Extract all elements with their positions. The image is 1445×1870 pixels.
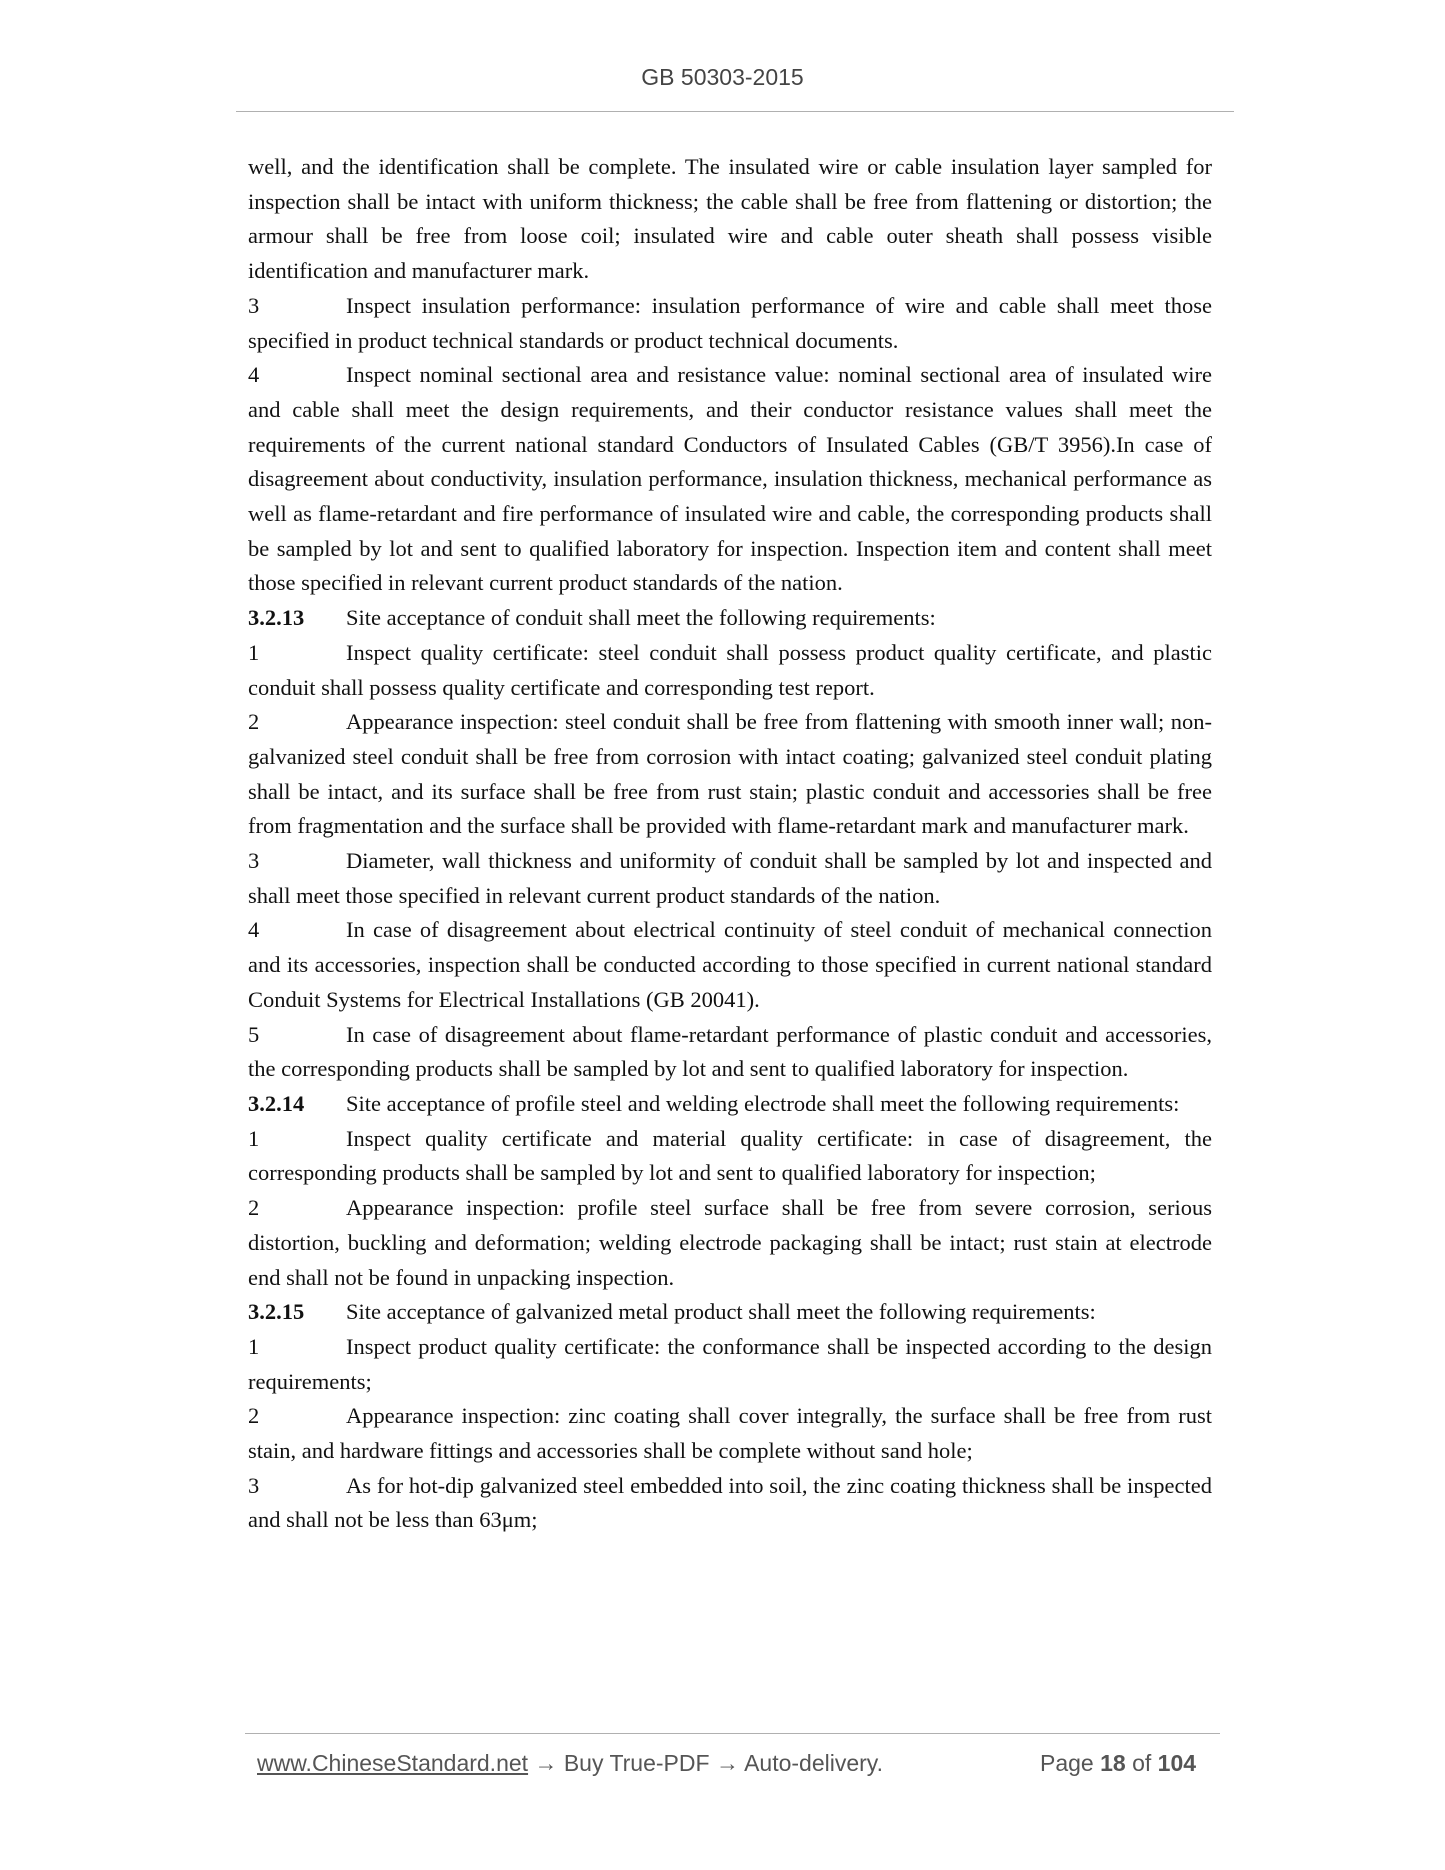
paragraph-text: Appearance inspection: profile steel surface shall be free from severe corrosion, serious distortion, buckling and deformation; welding electrode packaging shall be intact; rust stain at electrode end shall not be found in unpacking inspection. <box>248 1195 1212 1290</box>
item-number: 2 <box>248 709 260 735</box>
item-number: 3 <box>248 292 260 318</box>
website-link[interactable]: www.ChineseStandard.net <box>257 1750 529 1776</box>
page-total: 104 <box>1157 1750 1197 1776</box>
section-heading <box>248 1087 1212 1122</box>
section-number: 3.2.14 <box>248 1090 305 1116</box>
paragraph-text: In case of disagreement about electrical continuity of steel conduit of mechanical connection and its accessories, inspection shall be conducted according to those specified in current national standard Conduit Systems for Electrical Installations (GB 20041). <box>248 917 1212 1012</box>
paragraph <box>248 1191 1212 1295</box>
arrow-right-icon: → <box>534 1750 558 1776</box>
paragraph <box>248 705 1212 844</box>
paragraph <box>248 289 1212 358</box>
footer-divider <box>245 1733 1220 1734</box>
item-number: 2 <box>248 1195 260 1221</box>
page-header-title: GB 50303-2015 <box>641 64 804 90</box>
item-number: 4 <box>248 362 260 388</box>
paragraph-text: Appearance inspection: zinc coating shall cover integrally, the surface shall be free from rust stain, and hardware fittings and accessories shall be complete without sand hole; <box>248 1403 1212 1464</box>
page-of-label: of <box>1132 1750 1152 1776</box>
paragraph-text: In case of disagreement about flame-retardant performance of plastic conduit and accessories, the corresponding products shall be sampled by lot and sent to qualified laboratory for inspection. <box>248 1021 1212 1082</box>
document-body <box>248 150 1212 1538</box>
paragraph-text: Inspect product quality certificate: the conformance shall be inspected according to the design requirements; <box>248 1333 1212 1394</box>
item-number: 1 <box>248 639 260 665</box>
paragraph-text: Site acceptance of profile steel and welding electrode shall meet the following requirements: <box>346 1090 1180 1116</box>
section-number: 3.2.15 <box>248 1299 305 1325</box>
section-heading <box>248 601 1212 636</box>
item-number: 5 <box>248 1021 260 1047</box>
paragraph-text: Appearance inspection: steel conduit shall be free from flattening with smooth inner wall; non-galvanized steel conduit shall be free from corrosion with intact coating; galvanized steel conduit plating shall be intact, and its surface shall be free from rust stain; plastic conduit and accessories shall be free from fragmentation and the surface shall be provided with flame-retardant mark and manufacturer mark. <box>248 709 1212 839</box>
paragraph-text: Diameter, wall thickness and uniformity of conduit shall be sampled by lot and inspected and shall meet those specified in relevant current product standards of the nation. <box>248 848 1212 908</box>
auto-delivery-text: Auto-delivery. <box>744 1750 883 1776</box>
paragraph <box>248 358 1212 601</box>
item-number: 4 <box>248 917 260 943</box>
paragraph <box>248 1469 1212 1538</box>
section-number: 3.2.13 <box>248 605 305 631</box>
item-number: 3 <box>248 1472 260 1498</box>
item-number: 3 <box>248 848 260 874</box>
footer-promo <box>257 1750 883 1777</box>
item-number: 1 <box>248 1333 260 1359</box>
header-divider <box>236 111 1234 112</box>
arrow-right-icon: → <box>715 1750 739 1776</box>
paragraph <box>248 844 1212 913</box>
paragraph-text: Inspect insulation performance: insulation performance of wire and cable shall meet those specified in product technical standards or product technical documents. <box>248 292 1212 353</box>
paragraph-text: Site acceptance of conduit shall meet the following requirements: <box>346 605 936 631</box>
paragraph-text: Site acceptance of galvanized metal product shall meet the following requirements: <box>346 1299 1096 1325</box>
paragraph-text: Inspect quality certificate and material quality certificate: in case of disagreement, the corresponding products shall be sampled by lot and sent to qualified laboratory for inspection; <box>248 1125 1212 1186</box>
item-number: 1 <box>248 1125 260 1151</box>
page-label: Page <box>1040 1750 1094 1776</box>
section-heading <box>248 1295 1212 1330</box>
paragraph <box>248 1122 1212 1191</box>
paragraph-text: Inspect quality certificate: steel conduit shall possess product quality certificate, and plastic conduit shall possess quality certificate and corresponding test report. <box>248 639 1212 700</box>
paragraph-text: well, and the identification shall be complete. The insulated wire or cable insulation layer sampled for inspection shall be intact with uniform thickness; the cable shall be free from flattening or distortion; the armour shall be free from loose coil; insulated wire and cable outer sheath shall possess visible identification and manufacturer mark. <box>248 154 1212 284</box>
paragraph <box>248 1330 1212 1399</box>
page-number <box>1040 1750 1196 1777</box>
paragraph <box>248 913 1212 1017</box>
paragraph <box>248 636 1212 705</box>
paragraph <box>248 150 1212 289</box>
page-current: 18 <box>1100 1750 1126 1776</box>
item-number: 2 <box>248 1403 260 1429</box>
paragraph <box>248 1399 1212 1468</box>
paragraph-text: As for hot-dip galvanized steel embedded into soil, the zinc coating thickness shall be inspected and shall not be less than 63μm; <box>248 1472 1212 1533</box>
paragraph <box>248 1018 1212 1087</box>
buy-pdf-text: Buy True-PDF <box>563 1750 710 1776</box>
paragraph-text: Inspect nominal sectional area and resistance value: nominal sectional area of insulated wire and cable shall meet the design requirements, and their conductor resistance values shall meet the requirements of the current national standard Conductors of Insulated Cables (GB/T 3956).In case of disagreement about conductivity, insulation performance, insulation thickness, mechanical performance as well as flame-retardant and fire performance of insulated wire and cable, the corresponding products shall be sampled by lot and sent to qualified laboratory for inspection. Inspection item and content shall meet those specified in relevant current product standards of the nation. <box>248 362 1212 596</box>
